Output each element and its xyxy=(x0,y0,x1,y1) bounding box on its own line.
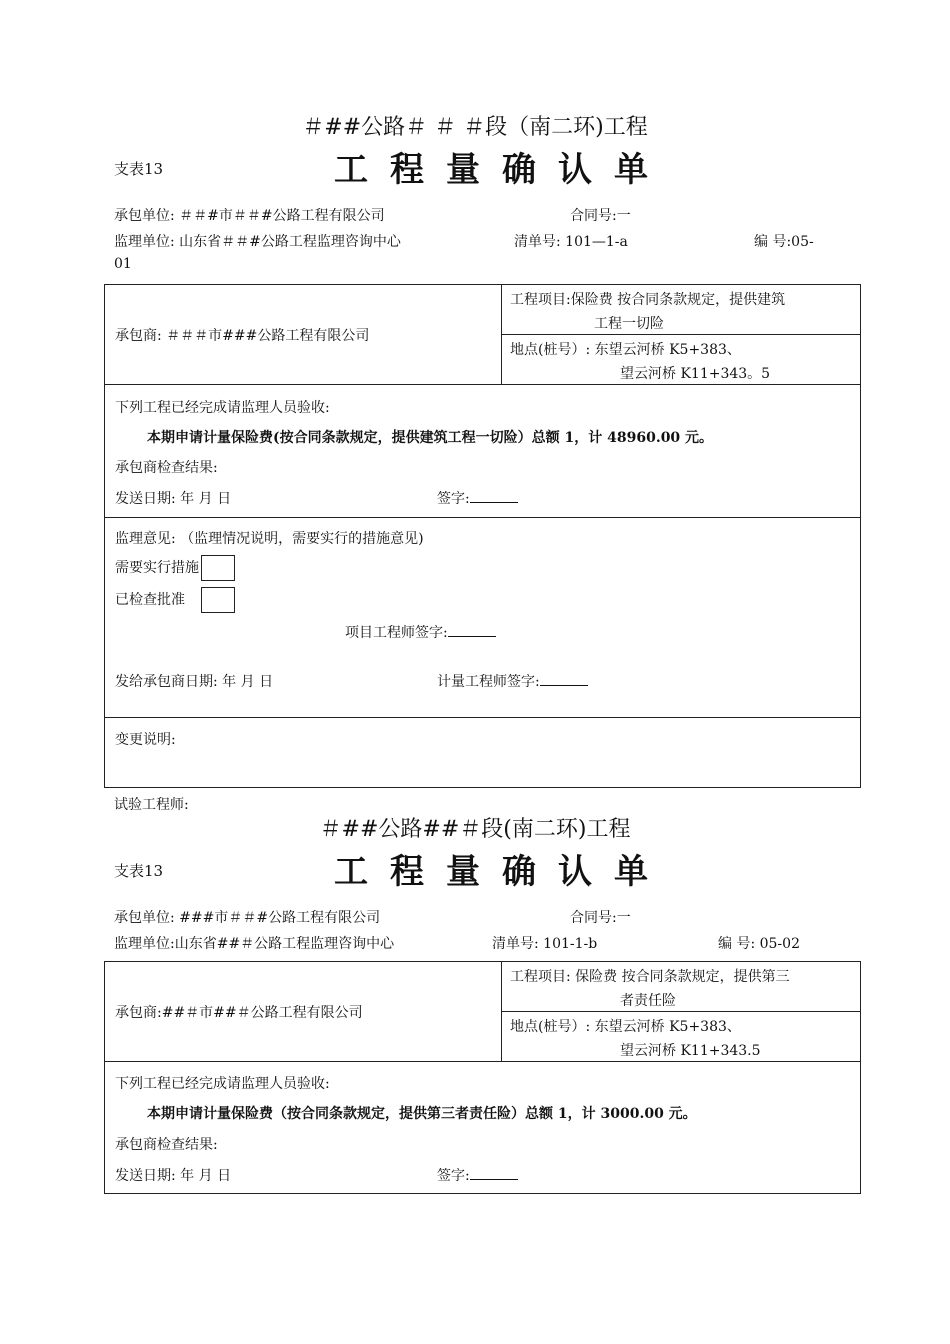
change-note-1: 变更说明: xyxy=(115,732,176,748)
serial-number-1: 编 号:05- xyxy=(754,234,814,250)
opinion-cell-1 xyxy=(105,518,861,718)
location-line2-1: 望云河桥 K11+343。5 xyxy=(620,366,771,382)
serial-number-2: 编 号: 05-02 xyxy=(718,936,800,952)
item-cell-1 xyxy=(502,285,861,335)
request-cell-1 xyxy=(105,385,861,518)
approved-label-1: 已检查批准 xyxy=(115,592,185,608)
location-line1-1: 地点(桩号）: 东望云河桥 K5+383、 xyxy=(510,342,741,358)
location-line1-2: 地点(桩号）: 东望云河桥 K5+383、 xyxy=(510,1019,741,1035)
sign-2 xyxy=(437,1165,518,1185)
test-engineer: 试验工程师: xyxy=(114,797,189,813)
item-cell-2 xyxy=(502,962,861,1012)
measure-engineer-sign-line-1[interactable] xyxy=(540,671,588,686)
issue-date-1: 发给承包商日期: 年 月 日 xyxy=(115,674,274,690)
list-number-1: 清单号: 101—1-a xyxy=(514,234,628,250)
check-result-1: 承包商检查结果: xyxy=(115,460,218,476)
change-cell-1 xyxy=(105,718,861,788)
contractor-unit-2: 承包单位: ###市＃＃#公路工程有限公司 xyxy=(114,910,381,926)
approved-checkbox-1[interactable] xyxy=(201,587,235,613)
item-line1-2: 工程项目: 保险费 按合同条款规定，提供第三 xyxy=(510,969,790,985)
supervision-unit-2: 监理单位:山东省##＃公路工程监理咨询中心 xyxy=(114,936,395,952)
measure-engineer-sign-label-1: 计量工程师签字: xyxy=(437,674,540,690)
main-title-1: 工程量确认单 xyxy=(334,150,670,190)
proj-engineer-sign-label-1: 项目工程师签字: xyxy=(345,625,448,641)
request-cell-2 xyxy=(105,1062,861,1194)
sign-label-2: 签字: xyxy=(437,1168,470,1184)
measure-engineer-sign-1 xyxy=(437,671,588,691)
contractor-cell-1 xyxy=(105,285,502,385)
item-line2-1: 工程一切险 xyxy=(594,316,664,332)
item-line1-1: 工程项目:保险费 按合同条款规定，提供建筑 xyxy=(510,292,786,308)
contract-number-2: 合同号:一 xyxy=(570,910,631,926)
list-number-2: 清单号: 101-1-b xyxy=(492,936,598,952)
request-label-1: 下列工程已经完成请监理人员验收: xyxy=(115,400,330,416)
need-measures-checkbox-1[interactable] xyxy=(201,555,235,581)
main-title-2: 工程量确认单 xyxy=(334,852,670,892)
contractor-unit-1: 承包单位: ＃＃#市＃＃#公路工程有限公司 xyxy=(114,208,385,224)
confirmation-table-2 xyxy=(104,961,861,1194)
need-measures-row-1 xyxy=(115,555,235,581)
location-line2-2: 望云河桥 K11+343.5 xyxy=(620,1043,761,1059)
item-line2-2: 者责任险 xyxy=(620,993,676,1009)
approved-row-1 xyxy=(115,587,235,613)
table-number-1: 支表13 xyxy=(114,160,164,178)
proj-engineer-sign-line-1[interactable] xyxy=(448,622,496,637)
supervision-unit-1: 监理单位: 山东省＃＃#公路工程监理咨询中心 xyxy=(114,234,401,250)
contractor-1: 承包商: ＃＃＃市###公路工程有限公司 xyxy=(115,328,370,344)
project-title-1: ＃##公路＃ ＃ ＃段（南二环)工程 xyxy=(302,115,648,140)
location-cell-1 xyxy=(502,335,861,385)
sign-line-1[interactable] xyxy=(470,488,518,503)
serial-number-cont-1: 01 xyxy=(114,256,132,272)
sign-label-1: 签字: xyxy=(437,491,470,507)
need-measures-label-1: 需要实行措施 xyxy=(115,560,199,576)
send-date-2: 发送日期: 年 月 日 xyxy=(115,1168,232,1184)
sign-1 xyxy=(437,488,518,508)
check-result-2: 承包商检查结果: xyxy=(115,1137,218,1153)
project-title-2: ＃##公路##＃段(南二环)工程 xyxy=(319,817,631,842)
opinion-label-1: 监理意见: （监理情况说明，需要实行的措施意见) xyxy=(115,531,424,547)
request-text-1: 本期申请计量保险费(按合同条款规定，提供建筑工程一切险）总额 1，计 48960.00 元。 xyxy=(147,430,714,446)
proj-engineer-sign-1 xyxy=(345,622,496,642)
send-date-1: 发送日期: 年 月 日 xyxy=(115,491,232,507)
location-cell-2 xyxy=(502,1012,861,1062)
request-text-2: 本期申请计量保险费（按合同条款规定，提供第三者责任险）总额 1，计 3000.00 元。 xyxy=(147,1106,697,1122)
contractor-cell-2 xyxy=(105,962,502,1062)
sign-line-2[interactable] xyxy=(470,1165,518,1180)
contractor-2: 承包商:##＃市##＃公路工程有限公司 xyxy=(115,1005,363,1021)
confirmation-table-1 xyxy=(104,284,861,788)
request-label-2: 下列工程已经完成请监理人员验收: xyxy=(115,1076,330,1092)
contract-number-1: 合同号:一 xyxy=(570,208,631,224)
table-number-2: 支表13 xyxy=(114,862,164,880)
